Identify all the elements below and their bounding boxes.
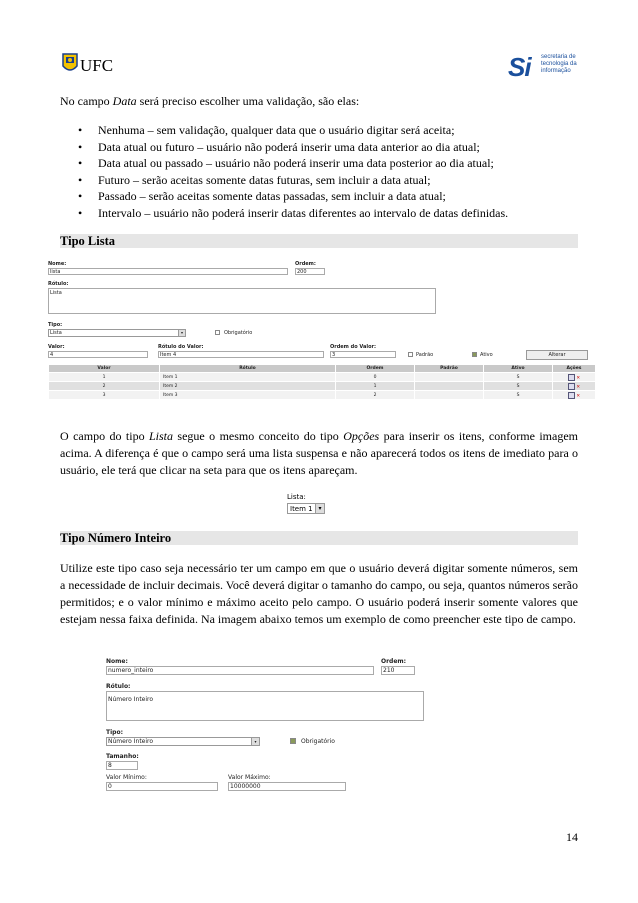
valor-minimo-label: Valor Mínimo:	[106, 774, 147, 781]
intro-text: No campo Data será preciso escolher uma validação, são elas:	[60, 94, 360, 108]
tipo-label: Tipo:	[48, 322, 63, 328]
obrigatorio-checkbox[interactable]	[290, 738, 296, 744]
si-logo	[508, 52, 578, 84]
ordem-input[interactable]: 200	[295, 268, 325, 275]
table-row: 2 Item 2 1 S ✕	[49, 382, 596, 391]
si-mark: Si	[508, 52, 531, 82]
valor-maximo-input[interactable]: 10000000	[228, 782, 346, 791]
rotulo-label: Rótulo:	[48, 281, 69, 287]
tamanho-label: Tamanho:	[106, 753, 139, 760]
rotulo-textarea[interactable]: Lista	[48, 288, 436, 314]
edit-icon[interactable]	[568, 374, 575, 381]
paragraph-numero-inteiro: Utilize este tipo caso seja necessário ter um campo em que o usuário deverá digitar somente números, sem a necessidade de incluir decimais. Você deverá digitar o tamanho do campo, ou seja, quantos números serão permitidos; e o valor mínimo e máximo aceito pelo campo. O usuário poderá inserir somente valores que estejam nessa faixa definida. Na imagem abaixo temos um exemplo de como preencher este tipo de campo.	[60, 561, 578, 626]
lista-example-select[interactable]: Item 1 ▾	[287, 503, 325, 514]
form-lista-screenshot	[48, 258, 596, 404]
valor-input[interactable]: 4	[48, 351, 148, 358]
obrigatorio-label: Obrigatório	[301, 738, 335, 745]
delete-icon[interactable]: ✕	[576, 375, 581, 381]
nome-label: Nome:	[106, 658, 128, 665]
list-item: • Data atual ou futuro – usuário não poderá inserir uma data anterior ao dia atual;	[78, 139, 598, 156]
section-heading-tipo-numero-inteiro: Tipo Número Inteiro	[60, 531, 578, 545]
chevron-down-icon: ▾	[178, 330, 185, 336]
form-numero-screenshot	[106, 658, 426, 798]
tipo-select[interactable]: Lista ▾	[48, 329, 186, 337]
rotulo-label: Rótulo:	[106, 683, 131, 690]
edit-icon[interactable]	[568, 383, 575, 390]
nome-input[interactable]: lista	[48, 268, 288, 275]
ordem-valor-input[interactable]: 3	[330, 351, 396, 358]
ufc-label: UFC	[80, 56, 114, 75]
page-number: 14	[566, 830, 578, 844]
ordem-label: Ordem:	[295, 261, 316, 267]
alterar-button[interactable]: Alterar	[526, 350, 588, 360]
ordem-valor-label: Ordem do Valor:	[330, 344, 376, 350]
nome-input[interactable]: numero_inteiro	[106, 666, 374, 675]
rotulo-valor-label: Rótulo do Valor:	[158, 344, 204, 350]
valor-label: Valor:	[48, 344, 65, 350]
si-subtitle: secretaria de tecnologia da informação	[541, 54, 577, 74]
tipo-select[interactable]: Número Inteiro ▾	[106, 737, 260, 746]
list-item: • Intervalo – usuário não poderá inserir datas diferentes ao intervalo de datas definidas.	[78, 205, 598, 222]
rotulo-textarea[interactable]: Número Inteiro	[106, 691, 424, 721]
list-item: • Futuro – serão aceitas somente datas futuras, sem incluir a data atual;	[78, 172, 598, 189]
list-item: • Nenhuma – sem validação, qualquer data que o usuário digitar será aceita;	[78, 122, 598, 139]
ufc-crest-logo	[62, 52, 78, 76]
tamanho-input[interactable]: 8	[106, 761, 138, 770]
ordem-input[interactable]: 210	[381, 666, 415, 675]
table-row: 3 Item 3 2 S ✕	[49, 391, 596, 400]
chevron-down-icon: ▾	[251, 738, 259, 745]
validation-list	[78, 122, 598, 221]
valor-minimo-input[interactable]: 0	[106, 782, 218, 791]
padrao-label: Padrão	[416, 352, 434, 358]
rotulo-valor-input[interactable]: Item 4	[158, 351, 324, 358]
tipo-label: Tipo:	[106, 729, 123, 736]
lista-example-label: Lista:	[287, 493, 306, 501]
paragraph-lista: O campo do tipo Lista segue o mesmo conceito do tipo Opções para inserir os itens, conforme imagem acima. A diferença é que o campo será uma lista suspensa e não aparecerá todos os itens de imediato para o usuário, ele terá que clicar na seta para que os itens apareçam.	[60, 429, 578, 477]
table-row: 1 Item 1 0 S ✕	[49, 373, 596, 382]
edit-icon[interactable]	[568, 392, 575, 399]
chevron-down-icon: ▾	[315, 504, 324, 513]
obrigatorio-label: Obrigatório	[224, 330, 253, 336]
padrao-checkbox[interactable]	[408, 352, 413, 357]
obrigatorio-checkbox[interactable]	[215, 330, 220, 335]
ativo-label: Ativo	[480, 352, 493, 358]
list-item: • Data atual ou passado – usuário não poderá inserir uma data posterior ao dia atual;	[78, 155, 598, 172]
section-heading-tipo-lista: Tipo Lista	[60, 234, 578, 248]
ordem-label: Ordem:	[381, 658, 407, 665]
delete-icon[interactable]: ✕	[576, 384, 581, 390]
items-table: Valor Rótulo Ordem Padrão Ativo Ações 1 Item 1 0 S ✕ 2 Item 2 1 S ✕ 3 Item 3 2 S ✕	[48, 364, 596, 400]
valor-maximo-label: Valor Máximo:	[228, 774, 271, 781]
list-item: • Passado – serão aceitas somente datas passadas, sem incluir a data atual;	[78, 188, 598, 205]
nome-label: Nome:	[48, 261, 67, 267]
ativo-checkbox[interactable]	[472, 352, 477, 357]
delete-icon[interactable]: ✕	[576, 393, 581, 399]
